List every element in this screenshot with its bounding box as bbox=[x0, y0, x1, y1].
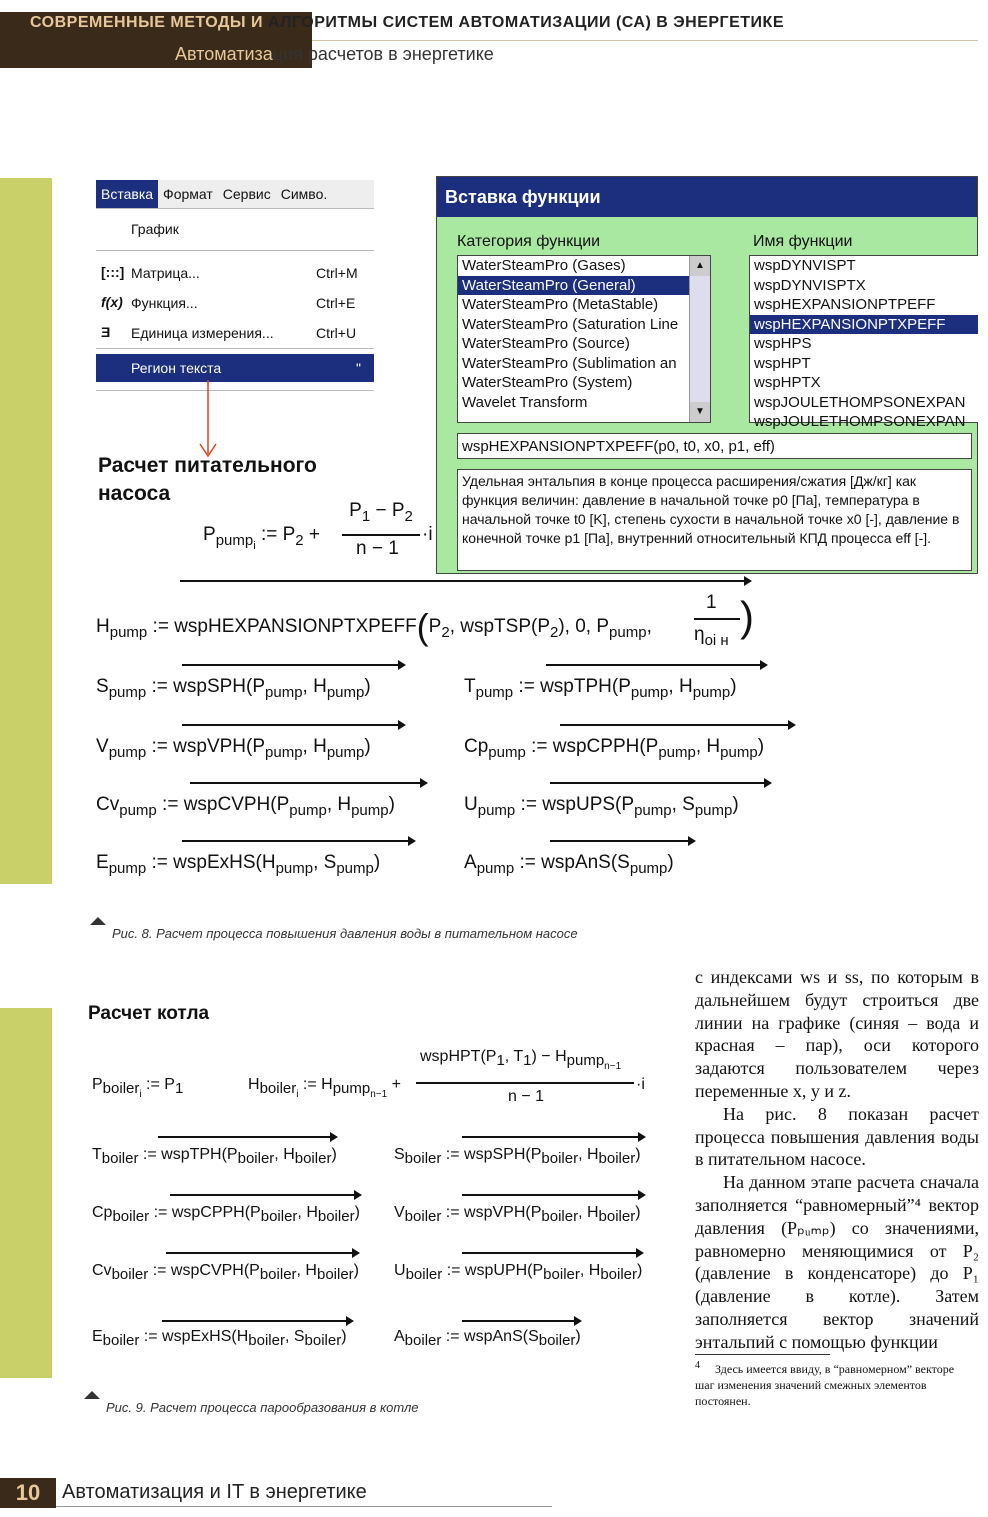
list-item[interactable]: WaterSteamPro (Sublimation an bbox=[462, 354, 677, 372]
vectorize-arrow bbox=[162, 1320, 352, 1322]
insert-function-dialog bbox=[436, 176, 978, 574]
list-item[interactable]: wspHPS bbox=[754, 335, 812, 352]
menu-item-unit[interactable]: Ǝ Единица измерения... Ctrl+U bbox=[101, 324, 357, 341]
paragraph: На данном этапе расчета сначала заполняется “равномерный”⁴ вектор давления (Pₚᵤₘₚ) со значениями, равномерно меняющимися от P₂ (давление в конденсаторе) до P₁ (давление в котле). Затем заполняется вектор значений энтальпий с помощью функции bbox=[695, 1172, 979, 1352]
pump-heading: Расчет питательного насоса bbox=[98, 454, 317, 505]
formula-h-boiler-denominator: n − 1 bbox=[508, 1088, 545, 1105]
vectorize-arrow bbox=[170, 1194, 360, 1196]
formula-u-boiler: $U_{boiler}$ := $wspUPH(P_{boiler}$, $H_{boiler}$) bbox=[394, 1262, 643, 1284]
list-item[interactable]: wspDYNVISPTX bbox=[754, 276, 866, 294]
list-item[interactable]: wspHEXPANSIONPTPEFF bbox=[754, 296, 936, 313]
list-item[interactable]: WaterSteamPro (System) bbox=[462, 374, 633, 391]
menu-symbols[interactable]: Симво. bbox=[280, 186, 328, 202]
vectorize-arrow bbox=[158, 1136, 336, 1138]
unit-icon: Ǝ bbox=[101, 324, 111, 340]
vectorize-arrow bbox=[190, 782, 426, 784]
formula-u-pump: $U_{pump}$ := $wspUPS(P_{pump}$, $S_{pump}$) bbox=[464, 794, 739, 819]
formula-p-pump: $P_{pump_i}$ := $P_2$ + bbox=[203, 524, 320, 552]
menu-item-graph[interactable]: График bbox=[131, 221, 179, 237]
formula-a-boiler: $A_{boiler}$ := $wspAnS(S_{boiler})$ bbox=[394, 1328, 581, 1350]
boiler-heading: Расчет котла bbox=[88, 1003, 210, 1024]
formula-cp-pump: $Cp_{pump}$ := $wspCPPH(P_{pump}$, $H_{pump}$) bbox=[464, 736, 765, 761]
scroll-down-icon[interactable]: ▼ bbox=[690, 402, 710, 422]
insert-menu bbox=[96, 180, 374, 394]
list-item[interactable]: Wavelet Transform bbox=[462, 393, 588, 411]
vectorize-arrow bbox=[182, 840, 414, 842]
list-item[interactable]: WaterSteamPro (MetaStable) bbox=[462, 296, 659, 313]
vectorize-arrow bbox=[550, 840, 694, 842]
footnote bbox=[695, 1358, 975, 1409]
paragraph: с индексами ws и ss, по которым в дальнейшем будут строиться две линии на графике (синяя – вода и красная – пар), оси которого задаются пользователем через переменные x, y и z. bbox=[695, 967, 979, 1101]
caption-triangle-icon bbox=[84, 1391, 100, 1399]
vectorize-arrow bbox=[462, 1136, 644, 1138]
category-label: Категория функции bbox=[457, 233, 601, 250]
formula-h-boiler-numerator: $wspHPT(P_1$, $T_1) - H_{pump_{n-1}}$ bbox=[420, 1048, 622, 1073]
list-item[interactable]: wspJOULETHOMPSONEXPAN bbox=[754, 413, 966, 430]
list-item[interactable]: wspHEXPANSIONPTXPEFF bbox=[750, 315, 978, 335]
list-item[interactable]: WaterSteamPro (Saturation Line bbox=[462, 315, 679, 333]
formula-s-pump: $S_{pump}$ := $wspSPH(P_{pump}$, $H_{pump}$) bbox=[96, 676, 371, 701]
menu-separator-3 bbox=[96, 390, 374, 391]
vectorize-arrow bbox=[182, 664, 404, 666]
function-list[interactable] bbox=[749, 255, 978, 430]
vectorize-arrow bbox=[462, 1194, 644, 1196]
list-item[interactable]: wspHPTX bbox=[754, 374, 821, 391]
menu-item-function[interactable]: f(x) Функция... Ctrl+E bbox=[101, 294, 356, 311]
menu-item-matrix[interactable]: [:::] Матрица... Ctrl+M bbox=[101, 264, 358, 281]
function-icon: f(x) bbox=[101, 294, 123, 310]
formula-t-boiler: $T_{boiler}$ := $wspTPH(P_{boiler}$, $H_{boiler}$) bbox=[92, 1146, 337, 1168]
footer-title: Автоматизация и IT в энергетике bbox=[62, 1481, 367, 1503]
section-header bbox=[0, 40, 988, 70]
list-item[interactable]: wspDYNVISPT bbox=[754, 257, 856, 274]
formula-h-boiler: $H_{boiler_i}$ := $H_{pump_{n-1}}$ + bbox=[248, 1076, 402, 1101]
fraction-bar bbox=[342, 534, 420, 536]
figure-8-caption: Рис. 8. Расчет процесса повышения давления воды в питательном насосе bbox=[112, 926, 578, 941]
category-scrollbar[interactable] bbox=[689, 256, 710, 422]
side-accent-bar-2 bbox=[0, 1008, 52, 1378]
formula-fraction: $P_1 - P_2$ bbox=[349, 500, 413, 525]
journal-title: СОВРЕМЕННЫЕ МЕТОДЫ И АЛГОРИТМЫ СИСТЕМ АВТОМАТИЗАЦИИ (СА) В ЭНЕРГЕТИКЕ bbox=[30, 14, 784, 31]
menu-insert[interactable]: Вставка bbox=[96, 180, 158, 208]
footer-rule bbox=[56, 1506, 552, 1507]
function-name-label: Имя функции bbox=[753, 233, 853, 250]
formula-s-boiler: $S_{boiler}$ := $wspSPH(P_{boiler}$, $H_{boiler}$) bbox=[394, 1146, 641, 1168]
formula-one: 1 bbox=[706, 592, 717, 613]
formula-v-pump: $V_{pump}$ := $wspVPH(P_{pump}$, $H_{pump}$) bbox=[96, 736, 371, 761]
vectorize-arrow bbox=[560, 724, 794, 726]
vectorize-arrow bbox=[546, 664, 766, 666]
footnote-rule bbox=[695, 1354, 830, 1355]
formula-t-pump: $T_{pump}$ := $wspTPH(P_{pump}$, $H_{pump}$) bbox=[464, 676, 737, 701]
red-arrow-icon bbox=[198, 380, 218, 460]
formula-eta: $\eta_{oi н}$ bbox=[694, 624, 729, 649]
function-description: Удельная энтальпия в конце процесса расширения/сжатия [Дж/кг] как функция величин: давление в начальной точке p0 [Па], температура в начальной точке t0 [K], степень сухости в начальной точке x0 [-], давление в конечной точке p1 [Па], внутренний относительный КПД процесса eff [-]. bbox=[457, 469, 972, 571]
formula-a-pump: $A_{pump}$ := $wspAnS(S_{pump})$ bbox=[464, 852, 674, 877]
formula-h-pump: $H_{pump}$ := $wspHEXPANSIONPTXPEFF(P_2$, $wspTSP(P_2)$, 0, $P_{pump}$, bbox=[96, 606, 652, 647]
page-footer bbox=[0, 1478, 560, 1510]
formula-paren: ) bbox=[740, 593, 754, 640]
list-item[interactable]: WaterSteamPro (General) bbox=[458, 276, 710, 296]
formula-v-boiler: $V_{boiler}$ := $wspVPH(P_{boiler}$, $H_{boiler}$) bbox=[394, 1204, 641, 1226]
formula-fraction-denominator: n − 1 bbox=[356, 538, 399, 559]
menu-separator bbox=[96, 250, 374, 251]
menu-item-text-region[interactable]: Регион текста " bbox=[96, 354, 374, 382]
list-item[interactable]: wspJOULETHOMPSONEXPAN bbox=[754, 393, 966, 411]
fraction-bar-3 bbox=[416, 1082, 634, 1084]
journal-header bbox=[0, 0, 988, 40]
scroll-up-icon[interactable]: ▲ bbox=[690, 256, 710, 276]
section-title: Автоматизация расчетов в энергетике bbox=[175, 44, 494, 64]
formula-p-boiler: $P_{boiler_i}$ := $P_1$ bbox=[92, 1076, 184, 1101]
list-item[interactable]: WaterSteamPro (Source) bbox=[462, 335, 630, 352]
vectorize-arrow bbox=[182, 724, 404, 726]
paragraph: На рис. 8 показан расчет процесса повышения давления воды в питательном насосе. bbox=[695, 1103, 979, 1170]
vectorize-arrow bbox=[550, 782, 770, 784]
list-item[interactable]: wspHPT bbox=[754, 354, 811, 372]
vectorize-arrow bbox=[180, 580, 750, 582]
vectorize-arrow bbox=[166, 1252, 358, 1254]
fraction-bar-2 bbox=[694, 618, 740, 620]
formula-e-pump: $E_{pump}$ := $wspExHS(H_{pump}$, $S_{pump}$) bbox=[96, 852, 381, 877]
menu-bar bbox=[96, 180, 374, 209]
footnote-text: Здесь имеется ввиду, в “равномерном” векторе шаг изменения значений смежных элементов постоянен. bbox=[695, 1362, 955, 1408]
dialog-title: Вставка функции bbox=[437, 177, 977, 217]
menu-separator-2 bbox=[96, 348, 374, 349]
formula-cv-pump: $Cv_{pump}$ := $wspCVPH(P_{pump}$, $H_{pump}$) bbox=[96, 794, 395, 819]
formula-index: ·i bbox=[422, 524, 433, 545]
matrix-icon: [:::] bbox=[101, 264, 125, 280]
function-signature: wspHEXPANSIONPTXPEFF(p0, t0, x0, p1, eff) bbox=[457, 433, 972, 459]
formula-cp-boiler: $Cp_{boiler}$ := $wspCPPH(P_{boiler}$, $H_{boiler}$) bbox=[92, 1204, 360, 1226]
formula-cv-boiler: $Cv_{boiler}$ := $wspCVPH(P_{boiler}$, $H_{boiler}$) bbox=[92, 1262, 359, 1284]
figure-9-caption: Рис. 9. Расчет процесса парообразования в котле bbox=[106, 1400, 419, 1415]
list-item[interactable]: WaterSteamPro (Gases) bbox=[462, 257, 626, 274]
formula-e-boiler: $E_{boiler}$ := $wspExHS(H_{boiler}$, $S_{boiler}$) bbox=[92, 1328, 347, 1350]
vectorize-arrow bbox=[462, 1320, 580, 1322]
category-list[interactable] bbox=[457, 255, 711, 423]
formula-index-2: ·i bbox=[636, 1076, 645, 1093]
menu-format[interactable]: Формат bbox=[163, 186, 213, 202]
page-number: 10 bbox=[0, 1478, 56, 1508]
menu-service[interactable]: Сервис bbox=[222, 186, 271, 202]
side-accent-bar bbox=[0, 178, 52, 884]
footnote-mark: 4 bbox=[695, 1360, 700, 1371]
body-text bbox=[695, 966, 979, 1354]
vectorize-arrow bbox=[462, 1252, 642, 1254]
caption-triangle-icon bbox=[90, 917, 106, 925]
